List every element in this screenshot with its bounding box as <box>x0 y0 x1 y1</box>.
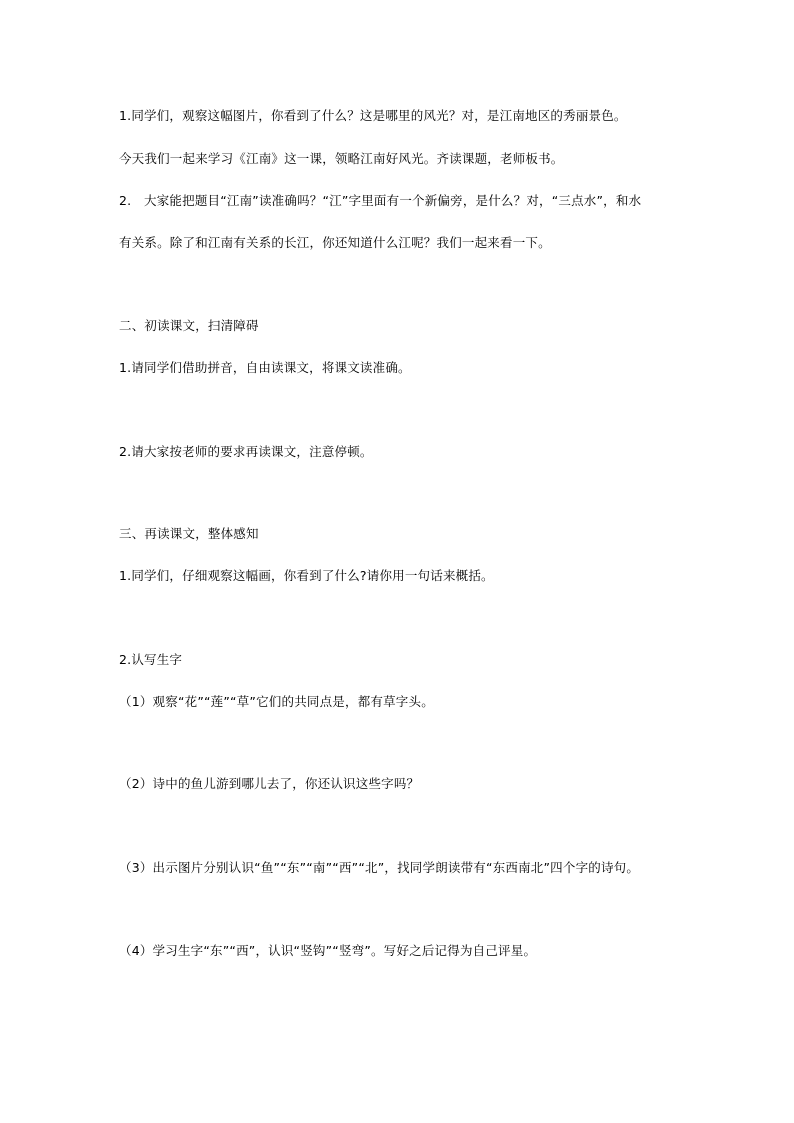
section-2-item-2: 2.请大家按老师的要求再读课文，注意停顿。 <box>119 444 373 459</box>
intro-paragraph-1-line-2: 今天我们一起来学习《江南》这一课，领略江南好风光。齐读课题，老师板书。 <box>119 151 564 166</box>
section-3-subitem-2: （2）诗中的鱼儿游到哪儿去了，你还认识这些字吗？ <box>119 776 420 791</box>
intro-paragraph-2-line-1: 2. 大家能把题目“江南”读准确吗？“江”字里面有一个新偏旁，是什么？对，“三点水”，和水 <box>119 193 642 208</box>
section-2-heading: 二、初读课文，扫清障碍 <box>119 318 259 333</box>
section-3-subitem-1: （1）观察“花”“莲”“草”它们的共同点是，都有草字头。 <box>119 694 434 709</box>
section-3-heading: 三、再读课文，整体感知 <box>119 526 259 541</box>
section-3-item-2: 2.认写生字 <box>119 652 183 667</box>
section-3-item-1: 1.同学们，仔细观察这幅画，你看到了什么?请你用一句话来概括。 <box>119 568 494 583</box>
intro-paragraph-1-line-1: 1.同学们，观察这幅图片，你看到了什么？这是哪里的风光？对，是江南地区的秀丽景色。 <box>119 108 627 123</box>
section-3-subitem-3: （3）出示图片分别认识“鱼”“东”“南”“西”“北”，找同学朗读带有“东西南北”四个字的诗句。 <box>119 860 640 875</box>
section-2-item-1: 1.请同学们借助拼音，自由读课文，将课文读准确。 <box>119 360 411 375</box>
intro-paragraph-2-line-2: 有关系。除了和江南有关系的长江，你还知道什么江呢？我们一起来看一下。 <box>119 235 551 250</box>
section-3-subitem-4: （4）学习生字“东”“西”，认识“竖钩”“竖弯”。写好之后记得为自己评星。 <box>119 943 537 958</box>
